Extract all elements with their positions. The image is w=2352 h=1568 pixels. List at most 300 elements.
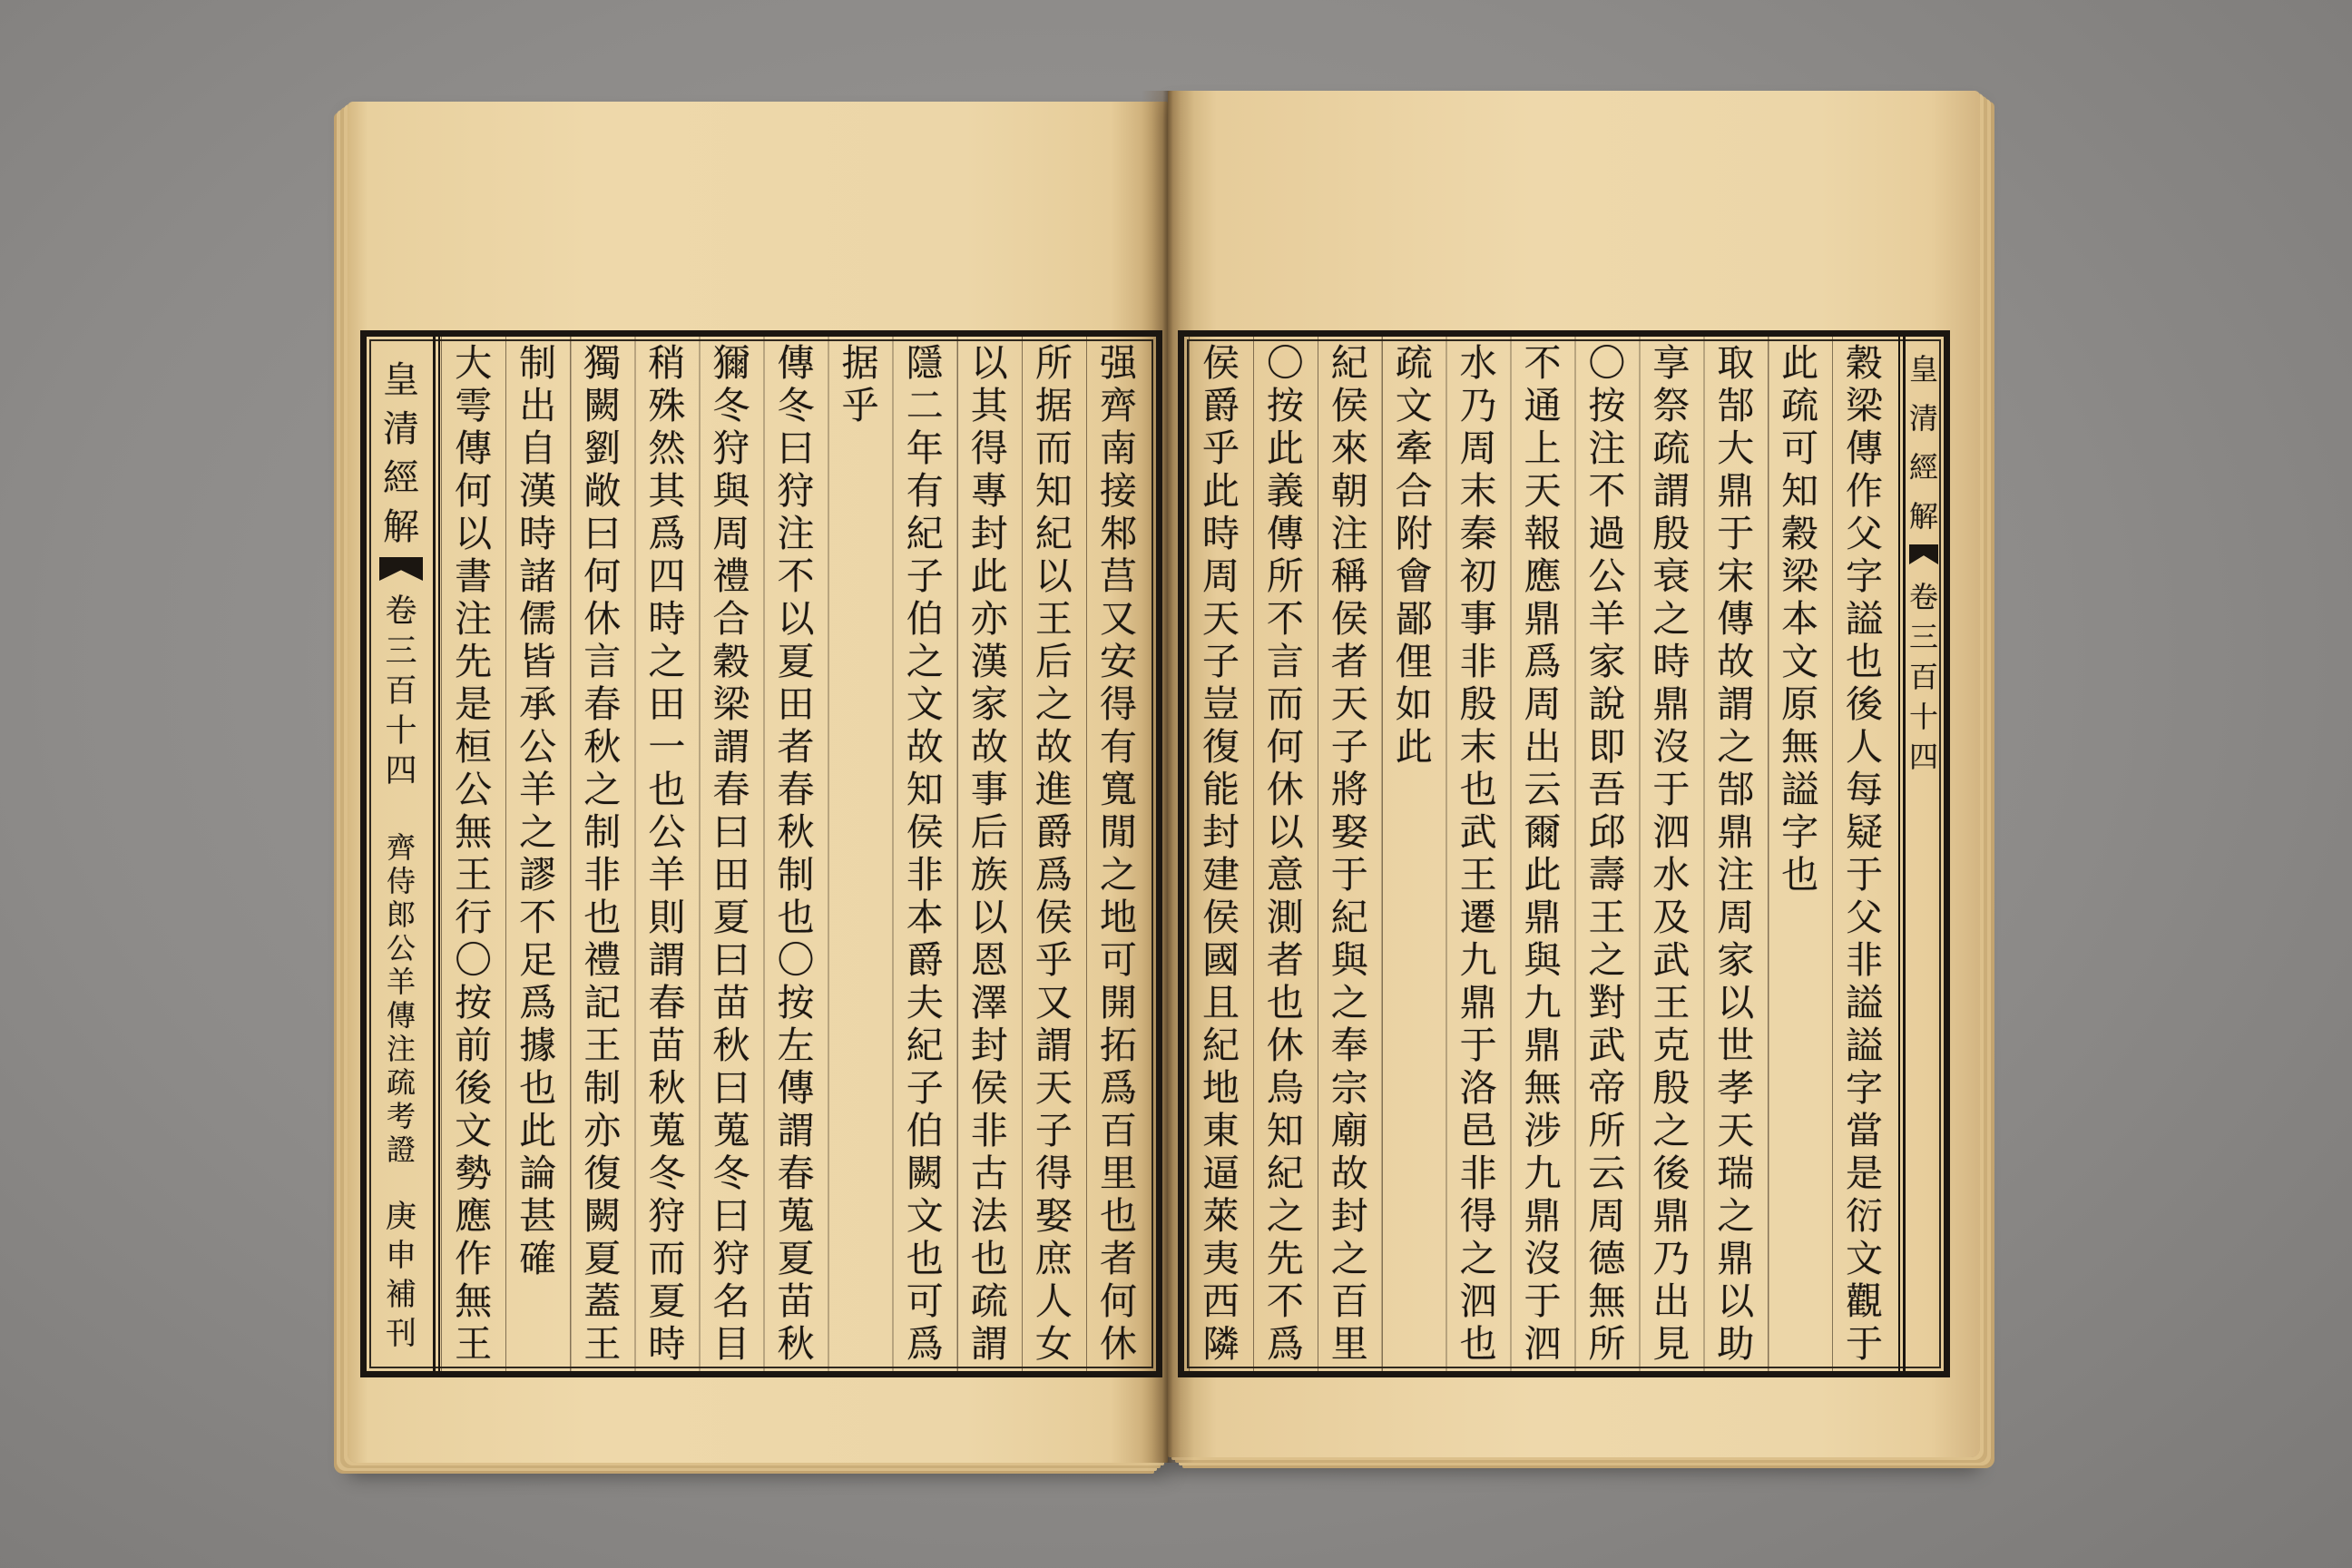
character: 公 bbox=[455, 768, 493, 811]
character: 侯 bbox=[1201, 896, 1240, 939]
text-column bbox=[699, 342, 763, 1366]
character: 九 bbox=[1524, 1152, 1562, 1195]
character: 鼎 bbox=[1459, 981, 1497, 1024]
character: 廟 bbox=[1330, 1109, 1368, 1152]
character: 大 bbox=[455, 341, 493, 385]
character: 清 bbox=[1908, 401, 1938, 436]
character: 武 bbox=[1459, 810, 1497, 854]
text-column bbox=[1382, 342, 1446, 769]
character: 謂 bbox=[1652, 469, 1690, 513]
character: 獮 bbox=[712, 341, 750, 385]
character: 王 bbox=[583, 1322, 622, 1366]
character: 足 bbox=[519, 938, 557, 982]
character: 紀 bbox=[906, 512, 944, 555]
character: 鼎 bbox=[1524, 597, 1562, 641]
character: 其 bbox=[970, 384, 1008, 427]
character: 里 bbox=[1330, 1322, 1368, 1366]
character: 萊 bbox=[1201, 1194, 1240, 1238]
character: 封 bbox=[970, 1024, 1008, 1067]
character: 文 bbox=[1781, 640, 1819, 683]
character: 娶 bbox=[1330, 810, 1368, 854]
character: 田 bbox=[712, 853, 750, 897]
character: 疏 bbox=[1395, 341, 1433, 385]
character: 劉 bbox=[583, 426, 622, 470]
character: 穀 bbox=[1846, 341, 1884, 385]
character: 文 bbox=[455, 1109, 493, 1152]
character: 故 bbox=[1717, 640, 1755, 683]
character: 謚 bbox=[1781, 768, 1819, 811]
character: 又 bbox=[1099, 597, 1137, 641]
character: 伯 bbox=[906, 597, 944, 641]
character: 秋 bbox=[712, 1024, 750, 1067]
character: 儒 bbox=[519, 597, 557, 641]
character: 接 bbox=[1099, 469, 1137, 513]
character: 曰 bbox=[712, 1194, 750, 1238]
character: 曰 bbox=[712, 1066, 750, 1110]
character: 來 bbox=[1330, 426, 1368, 470]
character: 休 bbox=[1266, 768, 1304, 811]
character: 沒 bbox=[1524, 1237, 1562, 1280]
character: 齊 bbox=[1099, 384, 1137, 427]
character: 無 bbox=[1524, 1066, 1562, 1110]
character: 開 bbox=[1099, 981, 1137, 1024]
character: 故 bbox=[970, 725, 1008, 769]
character: 者 bbox=[1330, 640, 1368, 683]
character: 秋 bbox=[777, 810, 815, 854]
character: 也 bbox=[519, 1066, 557, 1110]
character: 后 bbox=[970, 810, 1008, 854]
character: 齊 bbox=[386, 830, 416, 865]
character: 皇 bbox=[1908, 352, 1938, 387]
character: 者 bbox=[777, 725, 815, 769]
text-column bbox=[505, 342, 570, 1280]
character: 娶 bbox=[1034, 1194, 1073, 1238]
character: 〇 bbox=[777, 938, 815, 982]
character: 知 bbox=[906, 768, 944, 811]
character: 侯 bbox=[1201, 341, 1240, 385]
left-fold-margin-rule bbox=[433, 337, 436, 1371]
character: 非 bbox=[1846, 938, 1884, 982]
character: 疏 bbox=[1652, 426, 1690, 470]
text-column bbox=[1446, 342, 1511, 1366]
character: 及 bbox=[1652, 896, 1690, 939]
character: 閒 bbox=[1099, 810, 1137, 854]
character: 宋 bbox=[1717, 554, 1755, 598]
character: 且 bbox=[1201, 981, 1240, 1024]
character: 每 bbox=[1846, 768, 1884, 811]
character: 何 bbox=[455, 469, 493, 513]
character: 之 bbox=[519, 810, 557, 854]
character: 春 bbox=[648, 981, 686, 1024]
character: 蓋 bbox=[583, 1279, 622, 1323]
character: 按 bbox=[1266, 384, 1304, 427]
character: 田 bbox=[648, 682, 686, 726]
character: 鼎 bbox=[1717, 469, 1755, 513]
character: 後 bbox=[455, 1066, 493, 1110]
character: 王 bbox=[583, 1024, 622, 1067]
character: 瑞 bbox=[1717, 1152, 1755, 1195]
character: 夏 bbox=[712, 896, 750, 939]
character: 世 bbox=[1717, 1024, 1755, 1067]
character: 爾 bbox=[1524, 810, 1562, 854]
character: 紀 bbox=[1034, 512, 1073, 555]
character: 敞 bbox=[583, 469, 622, 513]
left-margin-edition bbox=[370, 1198, 432, 1354]
character: 原 bbox=[1781, 682, 1819, 726]
character: 三 bbox=[1908, 620, 1938, 654]
character: 國 bbox=[1201, 938, 1240, 982]
character: 子 bbox=[1330, 725, 1368, 769]
character: 先 bbox=[1266, 1237, 1304, 1280]
character: 得 bbox=[1034, 1152, 1073, 1195]
character: 郜 bbox=[1717, 768, 1755, 811]
character: 先 bbox=[455, 640, 493, 683]
character: 王 bbox=[1459, 853, 1497, 897]
character: 以 bbox=[970, 341, 1008, 385]
character: 以 bbox=[1717, 981, 1755, 1024]
character: 衍 bbox=[1846, 1194, 1884, 1238]
character: 伯 bbox=[906, 1109, 944, 1152]
character: 休 bbox=[1266, 1024, 1304, 1067]
character: 得 bbox=[1099, 682, 1137, 726]
character: 鼎 bbox=[1717, 1237, 1755, 1280]
character: 補 bbox=[386, 1277, 416, 1313]
character: 祭 bbox=[1652, 384, 1690, 427]
character: 漢 bbox=[519, 469, 557, 513]
character: 意 bbox=[1266, 853, 1304, 897]
character: 王 bbox=[1034, 597, 1073, 641]
character: 朝 bbox=[1330, 469, 1368, 513]
character: 時 bbox=[519, 512, 557, 555]
character: 制 bbox=[777, 853, 815, 897]
character: 亦 bbox=[970, 597, 1008, 641]
character: 公 bbox=[386, 931, 416, 965]
character: 字 bbox=[1781, 810, 1819, 854]
character: 〇 bbox=[1588, 341, 1626, 385]
character: 而 bbox=[648, 1237, 686, 1280]
character: 侯 bbox=[1034, 896, 1073, 939]
character: 得 bbox=[1459, 1194, 1497, 1238]
right-fold-margin-rule bbox=[1898, 337, 1900, 1371]
character: 申 bbox=[386, 1238, 416, 1274]
character: 時 bbox=[1201, 512, 1240, 555]
character: 天 bbox=[1201, 597, 1240, 641]
character: 承 bbox=[519, 682, 557, 726]
text-column bbox=[1022, 342, 1086, 1366]
character: 說 bbox=[1588, 682, 1626, 726]
character: 此 bbox=[1395, 725, 1433, 769]
character: 謚 bbox=[1846, 1024, 1884, 1067]
character: 爲 bbox=[1034, 853, 1073, 897]
character: 水 bbox=[1459, 341, 1497, 385]
character: 蒐 bbox=[777, 1194, 815, 1238]
character: 王 bbox=[455, 853, 493, 897]
character: 稱 bbox=[1330, 554, 1368, 598]
character: 涉 bbox=[1524, 1109, 1562, 1152]
character: 曰 bbox=[712, 938, 750, 982]
character: 寬 bbox=[1099, 768, 1137, 811]
character: 乎 bbox=[841, 384, 879, 427]
character: 女 bbox=[1034, 1322, 1073, 1366]
character: 以 bbox=[1034, 554, 1073, 598]
character: 謂 bbox=[970, 1322, 1008, 1366]
character: 疏 bbox=[1781, 384, 1819, 427]
character: 周 bbox=[1201, 554, 1240, 598]
character: 疏 bbox=[386, 1065, 416, 1100]
character: 紀 bbox=[1330, 896, 1368, 939]
character: 後 bbox=[1846, 682, 1884, 726]
character: 左 bbox=[777, 1024, 815, 1067]
character: 狩 bbox=[648, 1194, 686, 1238]
character: 之 bbox=[1330, 981, 1368, 1024]
character: 侯 bbox=[970, 1066, 1008, 1110]
character: 苗 bbox=[777, 1279, 815, 1323]
character: 甚 bbox=[519, 1194, 557, 1238]
text-column bbox=[1639, 342, 1703, 1366]
character: 拓 bbox=[1099, 1024, 1137, 1067]
character: 紀 bbox=[1266, 1152, 1304, 1195]
character: 逼 bbox=[1201, 1152, 1240, 1195]
character: 狩 bbox=[777, 469, 815, 513]
character: 經 bbox=[1908, 450, 1938, 485]
character: 邑 bbox=[1459, 1109, 1497, 1152]
character: 又 bbox=[1034, 981, 1073, 1024]
character: 注 bbox=[455, 597, 493, 641]
character: 非 bbox=[583, 853, 622, 897]
character: 事 bbox=[970, 768, 1008, 811]
text-column bbox=[1574, 342, 1639, 1366]
character: 子 bbox=[906, 1066, 944, 1110]
character: 故 bbox=[1034, 725, 1073, 769]
character: 不 bbox=[1524, 341, 1562, 385]
character: 刊 bbox=[386, 1316, 416, 1352]
text-column bbox=[1832, 342, 1896, 1366]
character: 德 bbox=[1588, 1237, 1626, 1280]
character: 非 bbox=[1459, 1152, 1497, 1195]
character: 爲 bbox=[648, 512, 686, 555]
character: 經 bbox=[383, 457, 419, 499]
character: 狩 bbox=[712, 1237, 750, 1280]
character: 復 bbox=[1201, 725, 1240, 769]
character: 安 bbox=[1099, 640, 1137, 683]
character: 之 bbox=[1266, 1194, 1304, 1238]
character: 之 bbox=[1034, 682, 1073, 726]
character: 爲 bbox=[1099, 1066, 1137, 1110]
character: 二 bbox=[906, 384, 944, 427]
character: 邱 bbox=[1588, 810, 1626, 854]
character: 不 bbox=[777, 554, 815, 598]
left-margin-work-title bbox=[370, 831, 432, 1167]
character: 疏 bbox=[970, 1279, 1008, 1323]
character: 地 bbox=[1201, 1066, 1240, 1110]
character: 据 bbox=[1034, 384, 1073, 427]
character: 書 bbox=[455, 554, 493, 598]
character: 名 bbox=[712, 1279, 750, 1323]
character: 自 bbox=[519, 426, 557, 470]
character: 泗 bbox=[1524, 1322, 1562, 1366]
character: 周 bbox=[1459, 426, 1497, 470]
character: 家 bbox=[970, 682, 1008, 726]
character: 無 bbox=[1588, 1279, 1626, 1323]
character: 東 bbox=[1201, 1109, 1240, 1152]
text-column bbox=[441, 342, 505, 1366]
character: 按 bbox=[455, 981, 493, 1024]
character: 烏 bbox=[1266, 1066, 1304, 1110]
character: 紀 bbox=[906, 1024, 944, 1067]
text-column bbox=[828, 342, 893, 427]
character: 于 bbox=[1459, 1024, 1497, 1067]
character: 人 bbox=[1846, 725, 1884, 769]
character: 目 bbox=[712, 1322, 750, 1366]
left-page-text-area bbox=[441, 337, 1151, 1371]
character: 殷 bbox=[1459, 682, 1497, 726]
character: 闕 bbox=[906, 1152, 944, 1195]
character: 證 bbox=[386, 1132, 416, 1167]
character: 義 bbox=[1266, 469, 1304, 513]
character: 爲 bbox=[1266, 1322, 1304, 1366]
character: 古 bbox=[970, 1152, 1008, 1195]
character: 末 bbox=[1459, 469, 1497, 513]
character: 云 bbox=[1524, 768, 1562, 811]
character: 制 bbox=[519, 341, 557, 385]
character: 据 bbox=[841, 341, 879, 385]
character: 衰 bbox=[1652, 554, 1690, 598]
character: 蒐 bbox=[712, 1109, 750, 1152]
character: 秋 bbox=[648, 1066, 686, 1110]
character: 郜 bbox=[1717, 384, 1755, 427]
character: 侯 bbox=[1330, 384, 1368, 427]
character: 之 bbox=[1652, 1109, 1690, 1152]
character: 也 bbox=[583, 896, 622, 939]
character: 牽 bbox=[1395, 426, 1433, 470]
character: 作 bbox=[1846, 469, 1884, 513]
character: 初 bbox=[1459, 554, 1497, 598]
character: 當 bbox=[1846, 1109, 1884, 1152]
character: 大 bbox=[1717, 426, 1755, 470]
character: 合 bbox=[712, 597, 750, 641]
character: 侯 bbox=[1330, 597, 1368, 641]
character: 泗 bbox=[1652, 810, 1690, 854]
character: 與 bbox=[712, 469, 750, 513]
left-margin-volume bbox=[370, 592, 432, 791]
character: 如 bbox=[1395, 682, 1433, 726]
character: 清 bbox=[383, 408, 419, 450]
character: 能 bbox=[1201, 768, 1240, 811]
character: 禮 bbox=[583, 938, 622, 982]
character: 不 bbox=[519, 896, 557, 939]
character: 傳 bbox=[777, 341, 815, 385]
character: 公 bbox=[1588, 554, 1626, 598]
character: 之 bbox=[1588, 938, 1626, 982]
character: 冬 bbox=[712, 1152, 750, 1195]
text-column bbox=[1703, 342, 1768, 1366]
character: 也 bbox=[1846, 640, 1884, 683]
character: 無 bbox=[455, 810, 493, 854]
character: 夷 bbox=[1201, 1237, 1240, 1280]
character: 將 bbox=[1330, 768, 1368, 811]
character: 上 bbox=[1524, 426, 1562, 470]
character: 庚 bbox=[386, 1199, 416, 1235]
character: 之 bbox=[906, 640, 944, 683]
character: 按 bbox=[1588, 384, 1626, 427]
character: 冬 bbox=[712, 384, 750, 427]
character: 王 bbox=[1652, 981, 1690, 1024]
character: 謂 bbox=[648, 938, 686, 982]
character: 夏 bbox=[648, 1279, 686, 1323]
character: 周 bbox=[1524, 682, 1562, 726]
character: 應 bbox=[455, 1194, 493, 1238]
character: 與 bbox=[1524, 938, 1562, 982]
character: 封 bbox=[970, 512, 1008, 555]
character: 建 bbox=[1201, 853, 1240, 897]
character: 則 bbox=[648, 896, 686, 939]
text-column bbox=[1189, 342, 1253, 1366]
character: 以 bbox=[1266, 810, 1304, 854]
character: 漢 bbox=[970, 640, 1008, 683]
character: 天 bbox=[1330, 682, 1368, 726]
character: 知 bbox=[1781, 469, 1819, 513]
character: 論 bbox=[519, 1152, 557, 1195]
character: 爲 bbox=[519, 981, 557, 1024]
character: 所 bbox=[1266, 554, 1304, 598]
character: 文 bbox=[906, 1194, 944, 1238]
right-fold-margin-rule bbox=[1903, 337, 1906, 1371]
character: 子 bbox=[906, 554, 944, 598]
text-column bbox=[570, 342, 634, 1366]
character: 之 bbox=[583, 768, 622, 811]
character: 周 bbox=[712, 512, 750, 555]
character: 疑 bbox=[1846, 810, 1884, 854]
character: 于 bbox=[1846, 1322, 1884, 1366]
character: 知 bbox=[1266, 1109, 1304, 1152]
character: 之 bbox=[1717, 725, 1755, 769]
character: 郎 bbox=[386, 897, 416, 932]
character: 四 bbox=[1908, 740, 1938, 774]
character: 之 bbox=[648, 640, 686, 683]
character: 十 bbox=[385, 713, 417, 750]
character: 地 bbox=[1099, 896, 1137, 939]
character: 鼎 bbox=[1652, 682, 1690, 726]
character: 春 bbox=[583, 682, 622, 726]
character: 也 bbox=[906, 1237, 944, 1280]
character: 〇 bbox=[1266, 341, 1304, 385]
text-column bbox=[763, 342, 828, 1366]
character: 宗 bbox=[1330, 1066, 1368, 1110]
character: 可 bbox=[1781, 426, 1819, 470]
character: 可 bbox=[906, 1279, 944, 1323]
character: 注 bbox=[777, 512, 815, 555]
character: 之 bbox=[1717, 1194, 1755, 1238]
character: 確 bbox=[519, 1237, 557, 1280]
character: 專 bbox=[970, 469, 1008, 513]
character: 秋 bbox=[777, 1322, 815, 1366]
character: 過 bbox=[1588, 512, 1626, 555]
left-fold-margin-rule bbox=[438, 337, 440, 1371]
character: 遷 bbox=[1459, 896, 1497, 939]
character: 冬 bbox=[648, 1152, 686, 1195]
character: 故 bbox=[906, 725, 944, 769]
character: 何 bbox=[583, 554, 622, 598]
character: 雩 bbox=[455, 384, 493, 427]
character: 侯 bbox=[906, 810, 944, 854]
character: 不 bbox=[1588, 469, 1626, 513]
character: 亦 bbox=[583, 1109, 622, 1152]
character: 傳 bbox=[455, 426, 493, 470]
character: 所 bbox=[1588, 1322, 1626, 1366]
character: 周 bbox=[1717, 896, 1755, 939]
character: 制 bbox=[583, 810, 622, 854]
character: 字 bbox=[1846, 1066, 1884, 1110]
